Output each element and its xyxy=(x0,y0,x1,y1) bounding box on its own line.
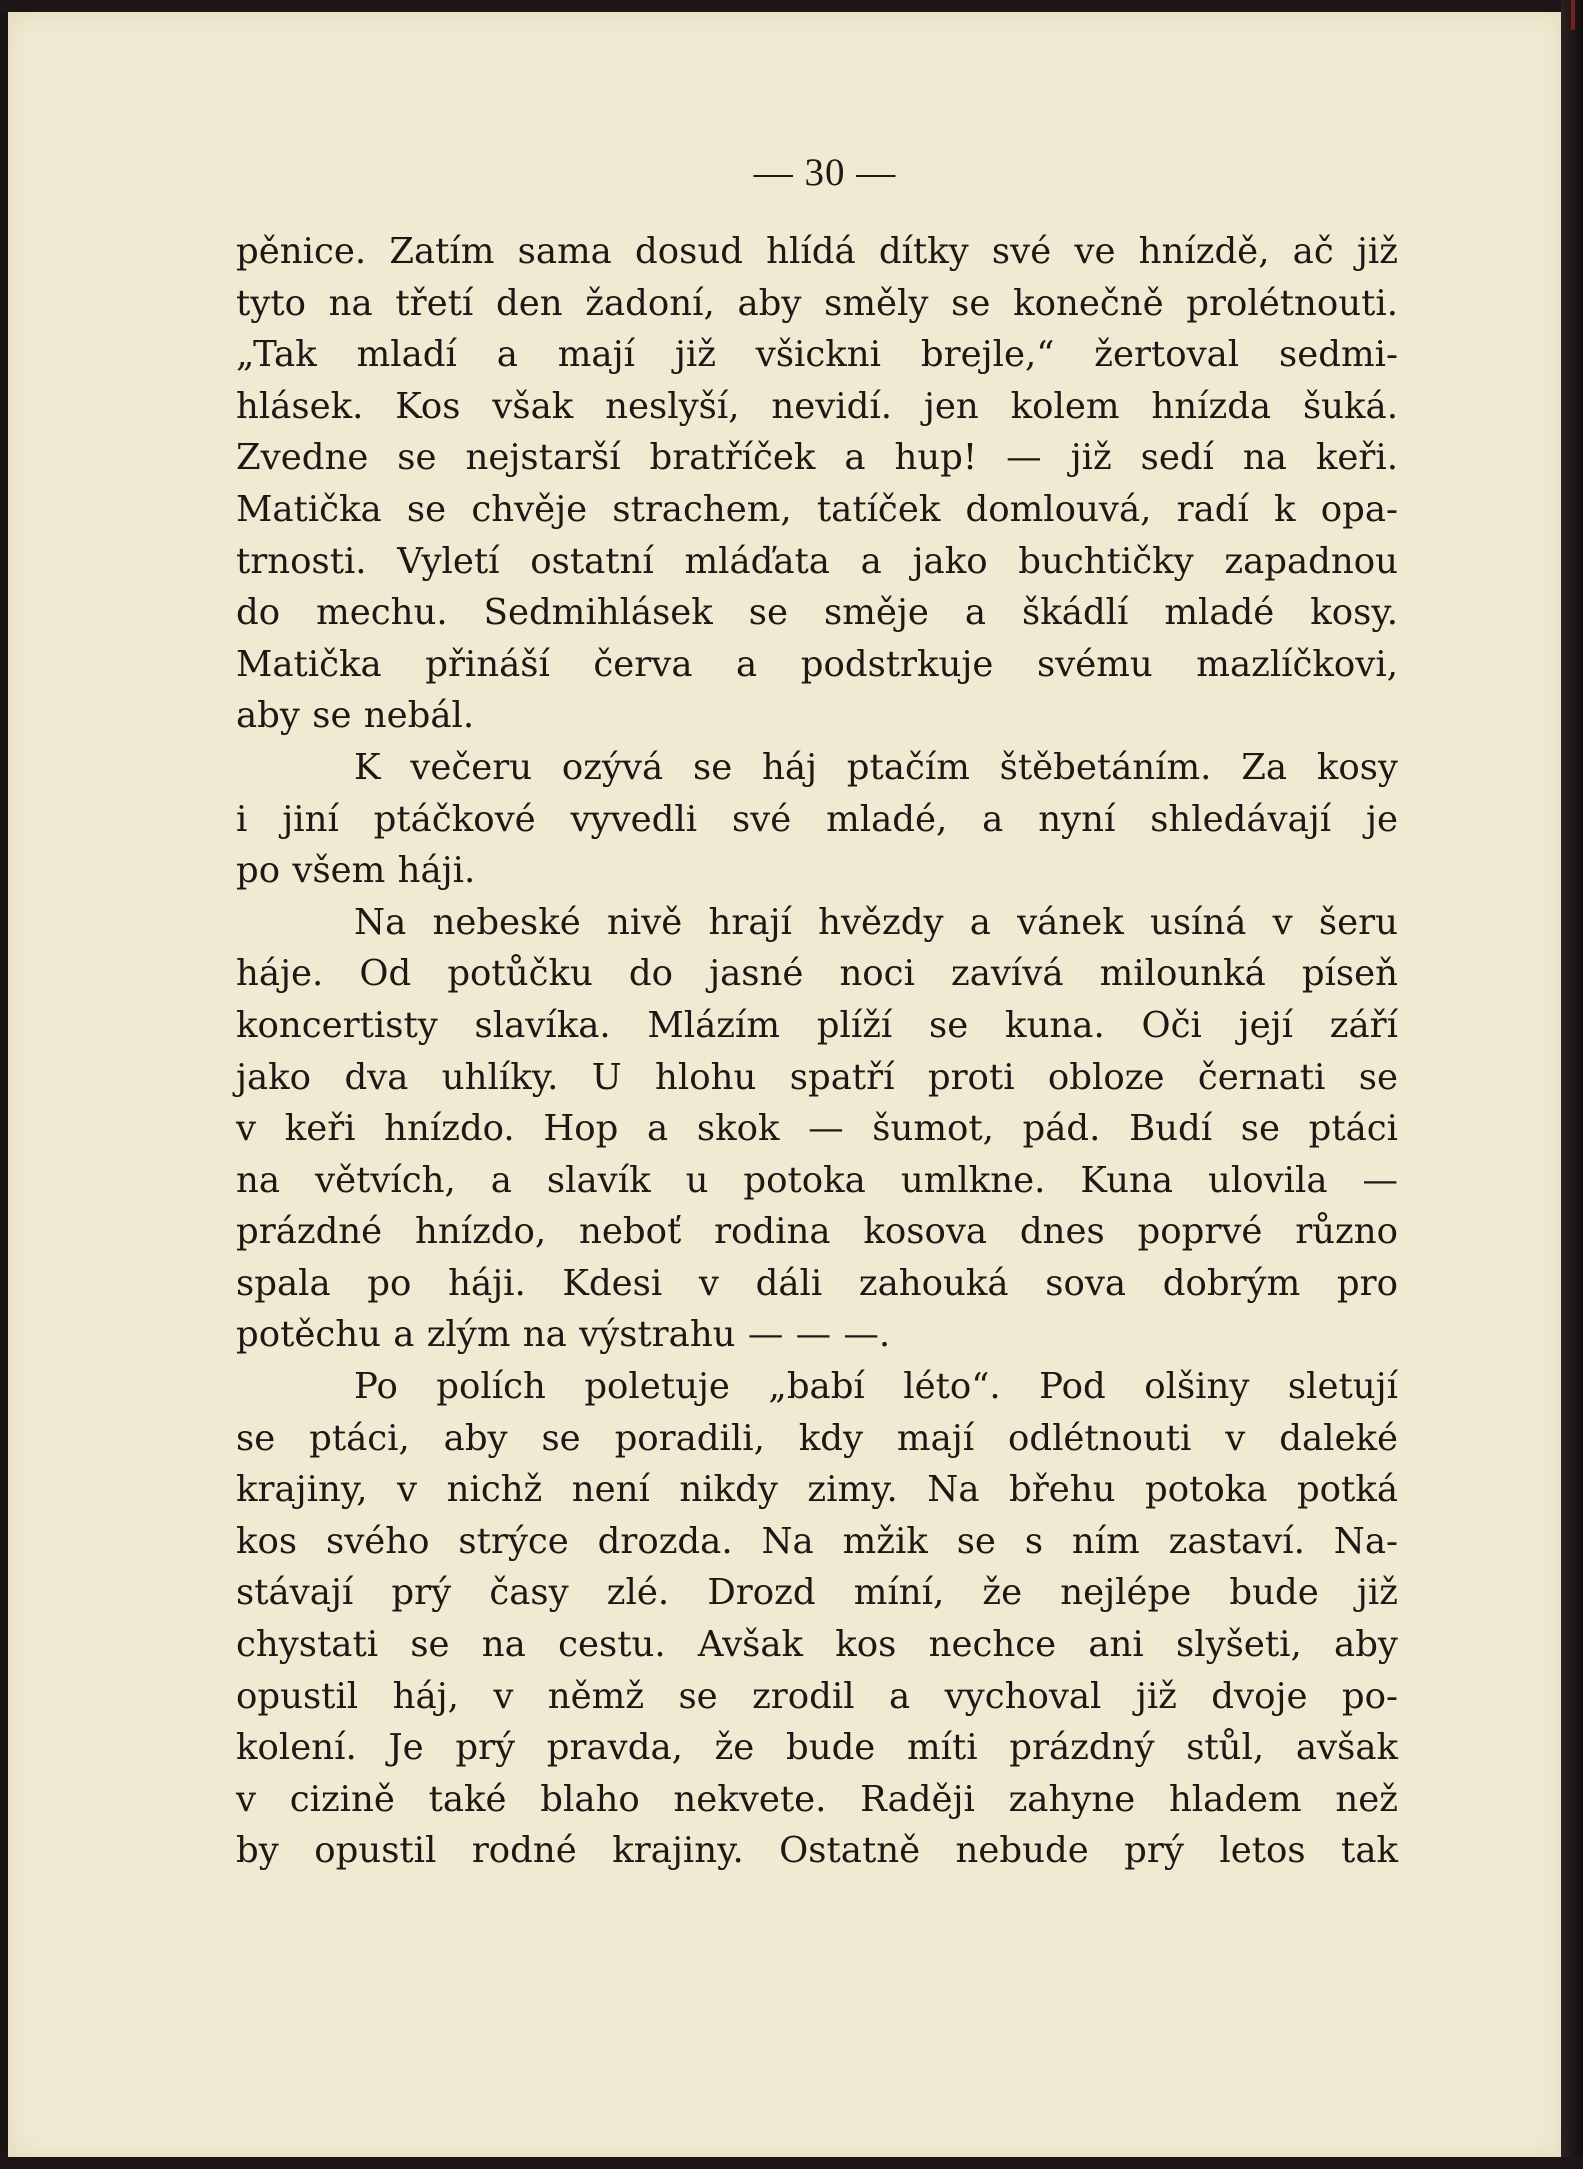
text-line: koncertisty slavíka. Mlázím plíží se kuna. Oči její září xyxy=(236,1004,1398,1046)
text-line: Na nebeské nivě hrají hvězdy a vánek usíná v šeru xyxy=(354,901,1398,943)
text-line: Matička se chvěje strachem, tatíček domlouvá, radí k opa- xyxy=(236,488,1398,530)
text-line: hlásek. Kos však neslyší, nevidí. jen kolem hnízda šuká. xyxy=(236,385,1398,427)
text-line: Matička přináší červa a podstrkuje svému mazlíčkovi, xyxy=(236,643,1398,685)
text-line: na větvích, a slavík u potoka umlkne. Kuna ulovila — xyxy=(236,1159,1398,1201)
text-line: pěnice. Zatím sama dosud hlídá dítky své ve hnízdě, ač již xyxy=(236,231,1398,272)
page-body xyxy=(236,226,1398,1877)
text-line: spala po háji. Kdesi v dáli zahouká sova dobrým pro xyxy=(236,1262,1398,1304)
scan-bottom-border xyxy=(0,2157,1583,2169)
text-line: po všem háji. xyxy=(236,850,476,892)
page-number: — 30 — xyxy=(753,151,897,194)
book-spine-edge xyxy=(1561,0,1583,2169)
paragraph xyxy=(236,1361,1398,1877)
paragraph xyxy=(236,897,1398,1361)
paragraph xyxy=(236,742,1398,897)
text-line: v cizině také blaho nekvete. Raději zahyne hladem než xyxy=(236,1778,1398,1820)
text-line: kos svého strýce drozda. Na mžik se s ním zastaví. Na- xyxy=(236,1520,1398,1562)
text-line: opustil háj, v němž se zrodil a vychoval již dvoje po- xyxy=(236,1675,1398,1717)
text-line: tyto na třetí den žadoní, aby směly se konečně prolétnouti. xyxy=(236,282,1398,324)
spine-ribbon xyxy=(1571,0,1575,30)
text-line: krajiny, v nichž není nikdy zimy. Na břehu potoka potká xyxy=(236,1469,1398,1511)
text-line: chystati se na cestu. Avšak kos nechce ani slyšeti, aby xyxy=(236,1624,1398,1666)
text-line: trnosti. Vyletí ostatní mláďata a jako buchtičky zapadnou xyxy=(236,540,1398,582)
text-line: aby se nebál. xyxy=(236,695,475,737)
text-line: jako dva uhlíky. U hlohu spatří proti obloze černati se xyxy=(236,1056,1398,1098)
text-line: potěchu a zlým na výstrahu — — —. xyxy=(236,1314,891,1356)
text-line: „Tak mladí a mají již všickni brejle,“ žertoval sedmi- xyxy=(236,334,1398,376)
text-line: do mechu. Sedmihlásek se směje a škádlí mladé kosy. xyxy=(236,592,1398,634)
text-line: v keři hnízdo. Hop a skok — šumot, pád. Budí se ptáci xyxy=(236,1108,1398,1150)
text-line: by opustil rodné krajiny. Ostatně nebude prý letos tak xyxy=(236,1830,1398,1872)
text-line: i jiní ptáčkové vyvedli své mladé, a nyní shledávají je xyxy=(236,798,1398,840)
text-line: Zvedne se nejstarší bratříček a hup! — již sedí na keři. xyxy=(236,437,1398,479)
scan-top-border xyxy=(0,0,1583,12)
text-line: K večeru ozývá se háj ptačím štěbetáním. Za kosy xyxy=(354,746,1398,788)
text-line: kolení. Je prý pravda, že bude míti prázdný stůl, avšak xyxy=(236,1727,1398,1769)
text-line: háje. Od potůčku do jasné noci zavívá milounká píseň xyxy=(236,953,1398,995)
text-line: stávají prý časy zlé. Drozd míní, že nejlépe bude již xyxy=(236,1572,1398,1614)
paragraph xyxy=(236,226,1398,742)
text-line: se ptáci, aby se poradili, kdy mají odlétnouti v daleké xyxy=(236,1417,1398,1459)
text-line: Po polích poletuje „babí léto“. Pod olšiny sletují xyxy=(354,1366,1398,1408)
text-line: prázdné hnízdo, neboť rodina kosova dnes poprvé různo xyxy=(236,1211,1398,1253)
